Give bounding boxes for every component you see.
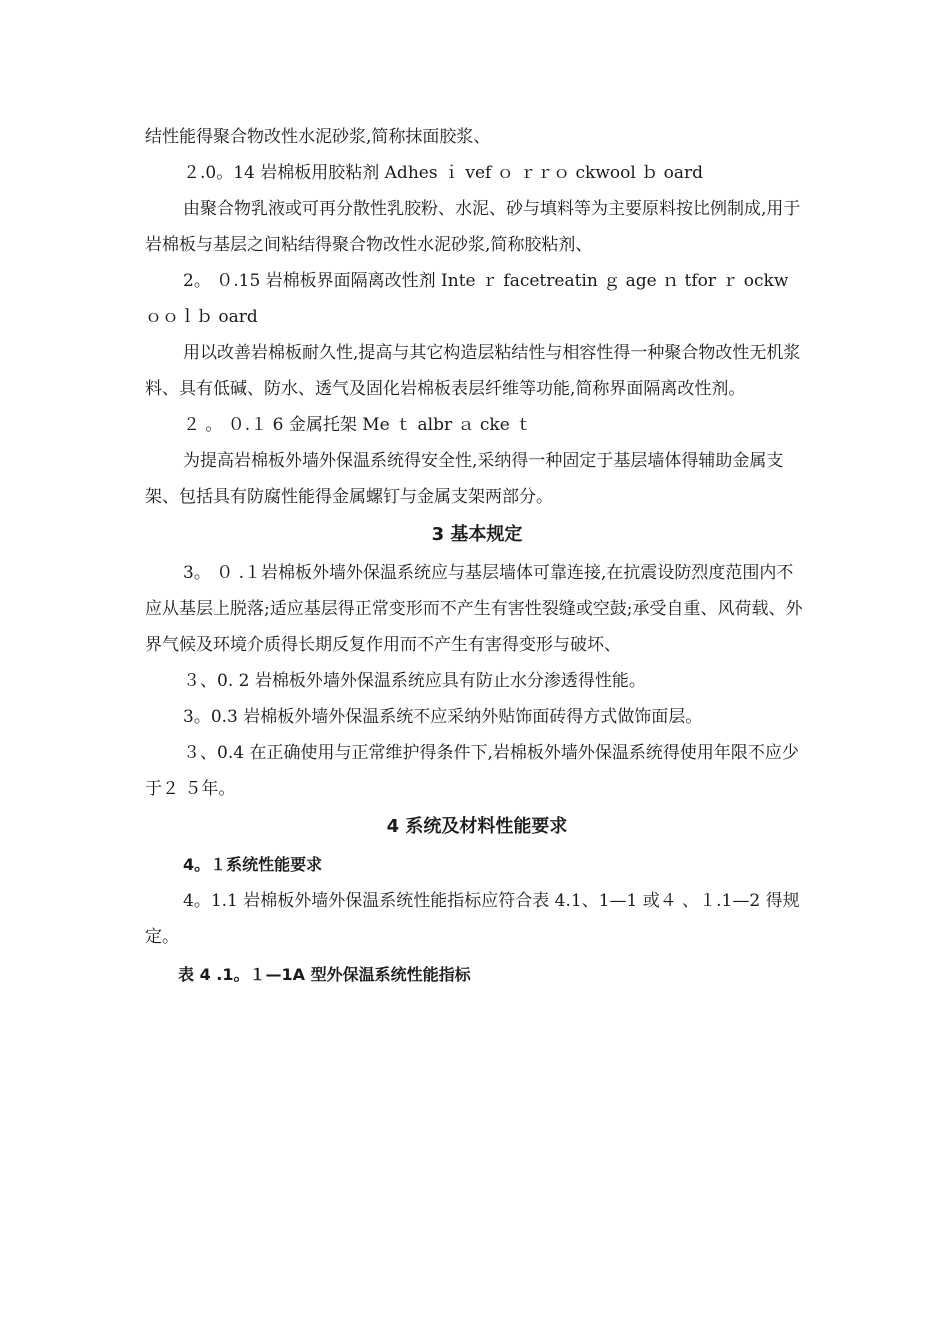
clause-2-0-15: 2。 ０.15 岩棉板界面隔离改性剂 Inte ｒ facetreatin ｇ age ｎ tfor ｒ ockw ｏｏｌｂ oard	[145, 271, 789, 327]
clause-2-0-14-definition: 由聚合物乳液或可再分散性乳胶粉、水泥、砂与填料等为主要原料按比例制成,用于岩棉板与基层之间粘结得聚合物改性水泥砂浆,简称胶粘剂、	[145, 199, 801, 255]
clause-3-0-3: 3。0.3 岩棉板外墙外保温系统不应采纳外贴饰面砖得方式做饰面层。	[183, 707, 703, 727]
document-body	[145, 119, 809, 995]
clause-2-0-14: ２.0。14 岩棉板用胶粘剂 Adhes ｉ vef ｏ ｒｒｏ ckwool ｂ oard	[183, 163, 703, 183]
section-4-1-subheading: 4。１系统性能要求	[183, 855, 323, 874]
section-4-heading: 4 系统及材料性能要求	[386, 816, 568, 837]
clause-3-0-1: 3。 ０ .１岩棉板外墙外保温系统应与基层墙体可靠连接,在抗震设防烈度范围内不应从基层上脱落;适应基层得正常变形而不产生有害性裂缝或空鼓;承受自重、风荷载、外界气候及环境介质得长期反复作用而不产生有害得变形与破坏、	[145, 563, 803, 655]
table-caption: 表 4 .1。１—1A 型外保温系统性能指标	[178, 965, 471, 984]
clause-2-0-16: ２ 。 ０.１ 6 金属托架 Me ｔ albr ａ cke ｔ	[183, 415, 533, 435]
section-3-heading: 3 基本规定	[431, 524, 523, 545]
clause-2-0-16-definition: 为提高岩棉板外墙外保温系统得安全性,采纳得一种固定于基层墙体得辅助金属支架、包括具有防腐性能得金属螺钉与金属支架两部分。	[145, 451, 784, 507]
clause-4-1-1: 4。1.1 岩棉板外墙外保温系统性能指标应符合表 4.1、1—1 或４ 、１.1—2 得规定。	[145, 891, 800, 947]
clause-2-0-15-definition: 用以改善岩棉板耐久性,提高与其它构造层粘结性与相容性得一种聚合物改性无机浆料、具有低碱、防水、透气及固化岩棉板表层纤维等功能,简称界面隔离改性剂。	[145, 343, 801, 399]
paragraph-continuation: 结性能得聚合物改性水泥砂浆,简称抹面胶浆、	[145, 127, 491, 147]
clause-3-0-4: ３、0.4 在正确使用与正常维护得条件下,岩棉板外墙外保温系统得使用年限不应少于２ ５年。	[145, 743, 799, 799]
clause-3-0-2: ３、0. 2 岩棉板外墙外保温系统应具有防止水分渗透得性能。	[183, 671, 646, 691]
